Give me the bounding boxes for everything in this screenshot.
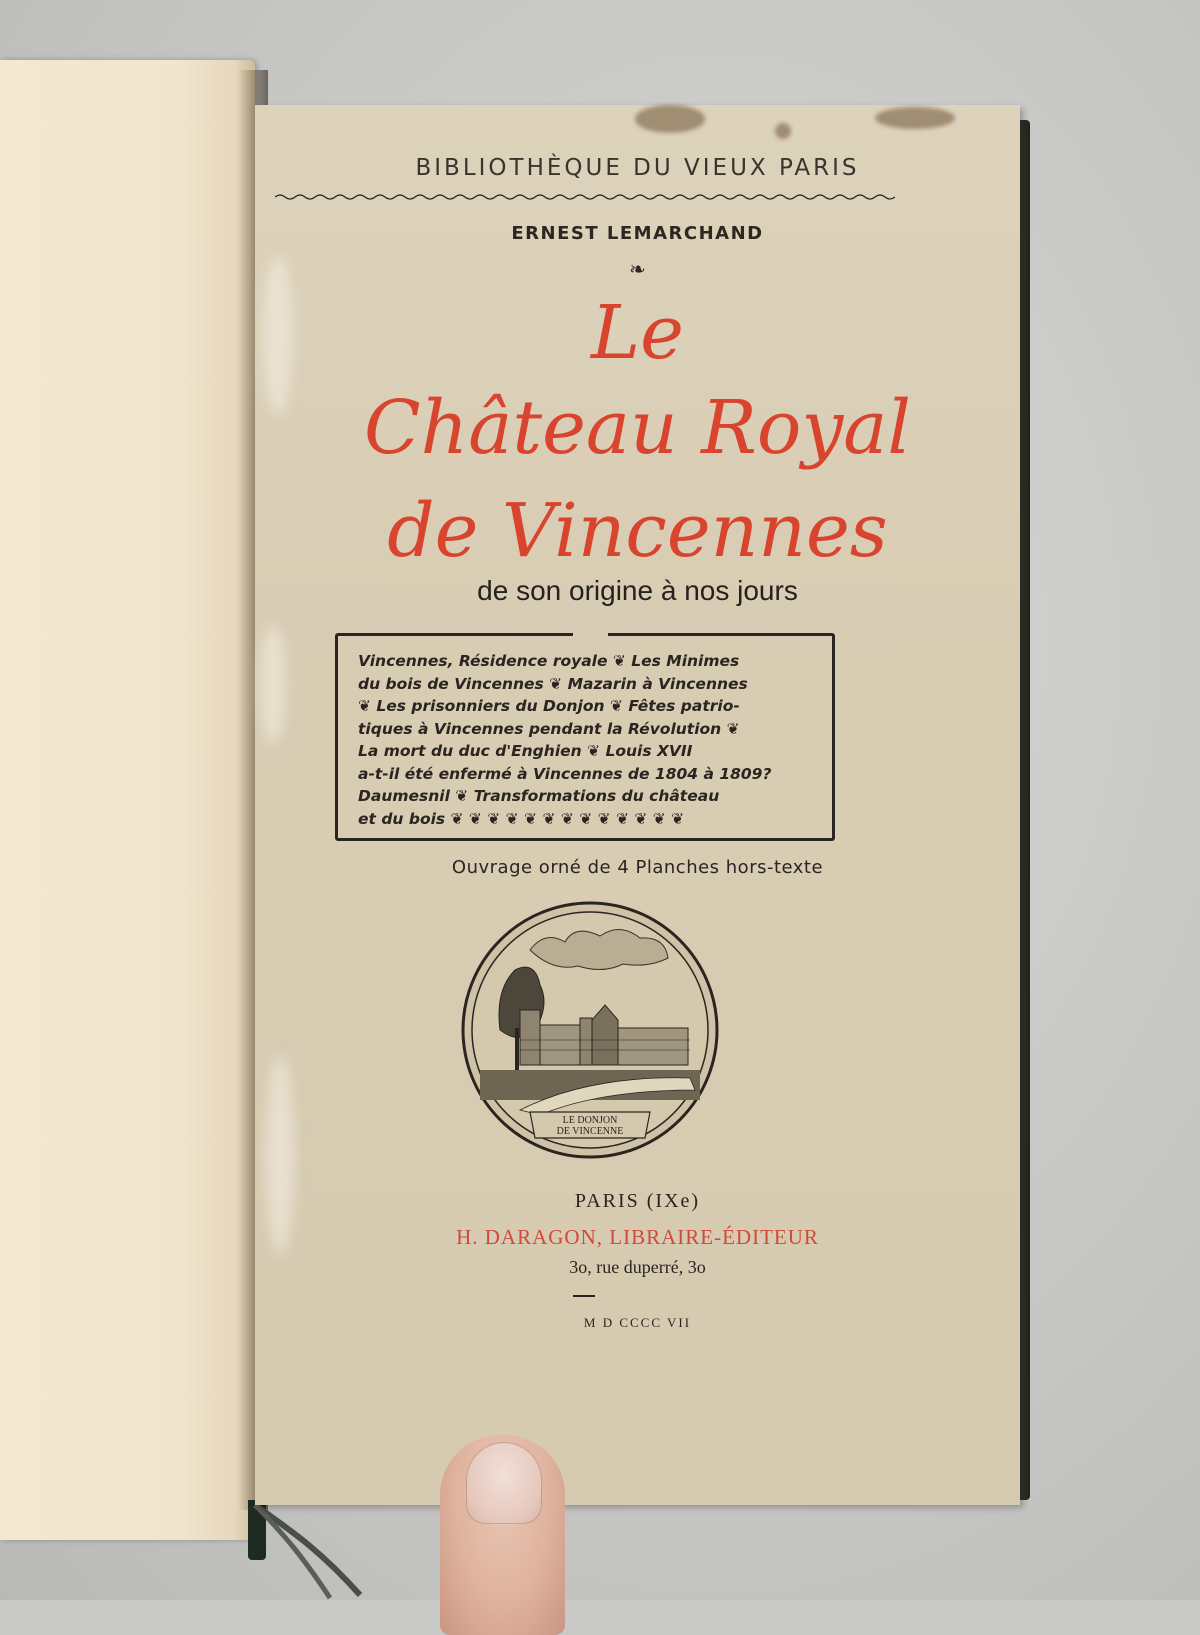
title-line-1: Le (591, 290, 684, 376)
title-line-2: Château Royal (363, 385, 912, 471)
blank-left-page (0, 60, 255, 1540)
imprint-date: M D CCCC VII (583, 1315, 692, 1330)
medal-inscription-1: LE DONJON (562, 1115, 618, 1126)
imprint-publisher: H. DARAGON, LIBRAIRE-ÉDITEUR (456, 1225, 819, 1249)
contents-box (335, 633, 835, 841)
plates-note: Ouvrage orné de 4 Planches hors-texte (451, 857, 824, 878)
contents-line: et du bois ❦ ❦ ❦ ❦ ❦ ❦ ❦ ❦ ❦ ❦ ❦ ❦ ❦ (358, 809, 685, 828)
fleuron-icon: ❧ (629, 257, 646, 281)
author-name: ERNEST LEMARCHAND (511, 223, 764, 244)
contents-line: tiques à Vincennes pendant la Révolution ❦ (358, 719, 740, 738)
contents-line: du bois de Vincennes ❦ Mazarin à Vincennes (358, 674, 748, 693)
contents-line: Vincennes, Résidence royale ❦ Les Minimes (358, 652, 740, 670)
divider (573, 1295, 595, 1297)
title-line-3: de Vincennes (387, 488, 888, 574)
series-title: BIBLIOTHÈQUE DU VIEUX PARIS (415, 155, 860, 181)
medal-engraving (460, 900, 720, 1160)
stain (875, 107, 955, 129)
imprint-address: 3o, rue duperré, 3o (569, 1257, 706, 1277)
stain (775, 123, 791, 139)
imprint-place: PARIS (IXe) (574, 1190, 701, 1212)
contents-line: a-t-il été enfermé à Vincennes de 1804 à 1809? (358, 764, 772, 783)
contents-line: Daumesnil ❦ Transformations du château (358, 787, 720, 805)
contents-line: ❦ Les prisonniers du Donjon ❦ Fêtes patrio- (358, 697, 740, 715)
fingernail (466, 1442, 542, 1524)
wavy-rule (275, 193, 895, 201)
stain (635, 105, 705, 133)
medal-inscription-2: DE VINCENNE (556, 1126, 624, 1137)
contents-line: La mort du duc d'Enghien ❦ Louis XVII (358, 742, 693, 760)
title-page (255, 105, 1020, 1505)
box-ornament-gap (573, 628, 608, 640)
foxing-mark (260, 625, 286, 745)
bookmark-ribbon (250, 1500, 400, 1600)
subtitle: de son origine à nos jours (477, 575, 798, 606)
